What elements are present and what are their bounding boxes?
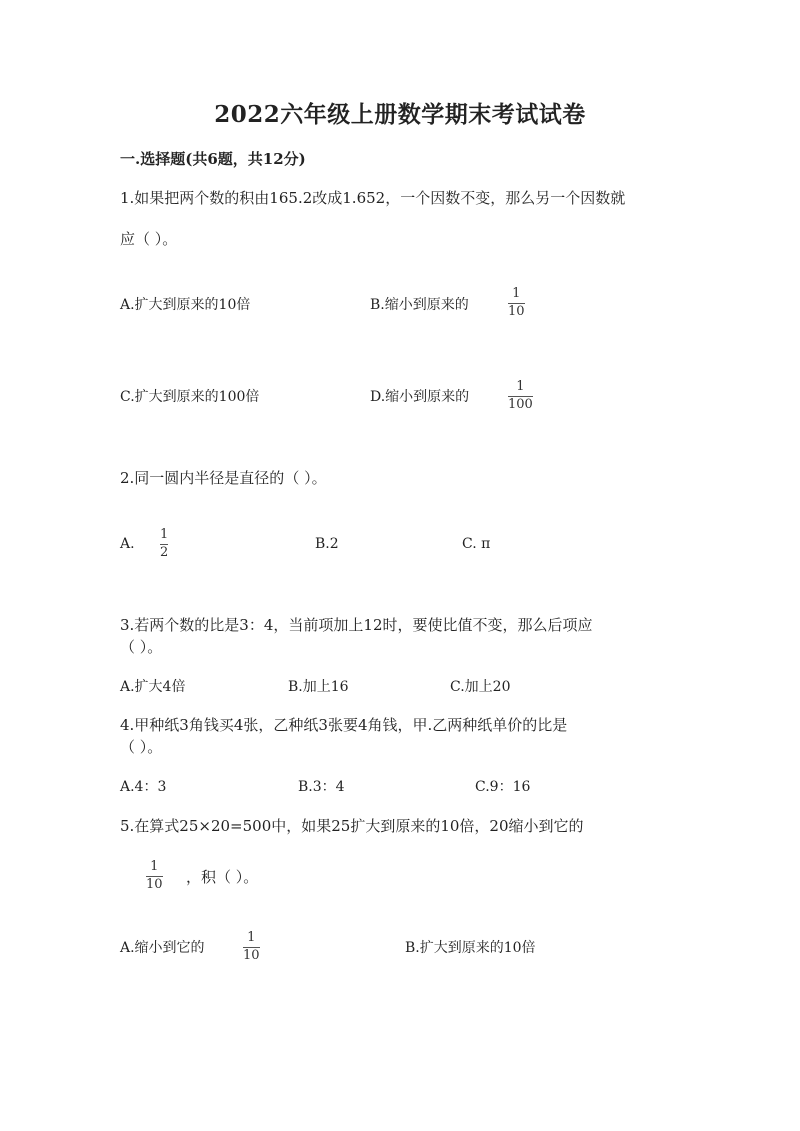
- question-5-text-line1: 5.在算式25×20=500中，如果25扩大到原来的10倍，20缩小到它的: [120, 817, 584, 835]
- page-title: 2022六年级上册数学期末考试试卷: [214, 101, 586, 128]
- fraction-denominator: 10: [243, 948, 260, 963]
- fraction-numerator: 1: [247, 930, 256, 945]
- question-5-option-a: A.缩小到它的: [120, 940, 205, 956]
- question-1-option-d: D.缩小到原来的: [370, 389, 470, 405]
- question-2-option-a-fraction: [160, 528, 168, 560]
- question-5-text-line2: ，积（ ）。: [186, 868, 259, 886]
- fraction-numerator: 1: [516, 379, 525, 394]
- question-4-text-line2: （ ）。: [120, 738, 163, 756]
- question-1-text-line1: 1.如果把两个数的积由165.2改成1.652，一个因数不变，那么另一个因数就: [120, 189, 626, 207]
- question-1-option-c: C.扩大到原来的100倍: [120, 389, 260, 405]
- fraction-denominator: 100: [508, 397, 533, 412]
- question-4-option-c: C.9：16: [475, 779, 531, 795]
- fraction-numerator: 1: [150, 859, 159, 874]
- fraction-numerator: 1: [512, 286, 521, 301]
- question-3-text-line1: 3.若两个数的比是3：4，当前项加上12时，要使比值不变，那么后项应: [120, 616, 593, 634]
- question-4-option-b: B.3：4: [298, 779, 345, 795]
- question-1-option-a: A.扩大到原来的10倍: [120, 297, 251, 313]
- question-5-option-a-fraction: [243, 931, 260, 963]
- question-3-option-c: C.加上20: [450, 679, 511, 695]
- fraction-numerator: 1: [160, 527, 169, 542]
- question-3-text-line2: （ ）。: [120, 638, 163, 656]
- section-heading: 一.选择题(共6题，共12分): [120, 150, 306, 168]
- question-2-option-c: C. π: [462, 536, 491, 552]
- question-2-text: 2.同一圆内半径是直径的（ ）。: [120, 469, 327, 487]
- question-1-option-d-fraction: [508, 380, 533, 412]
- fraction-denominator: 10: [508, 304, 525, 319]
- question-1-text-line2: 应（ ）。: [120, 230, 178, 248]
- question-5-fraction: [146, 860, 163, 892]
- question-5-option-b: B.扩大到原来的10倍: [405, 940, 536, 956]
- question-4-text-line1: 4.甲种纸3角钱买4张，乙种纸3张要4角钱，甲.乙两种纸单价的比是: [120, 716, 568, 734]
- question-2-option-a: A.: [120, 536, 135, 552]
- question-3-option-a: A.扩大4倍: [120, 679, 186, 695]
- question-2-option-b: B.2: [315, 536, 339, 552]
- question-4-option-a: A.4：3: [120, 779, 167, 795]
- fraction-denominator: 10: [146, 877, 163, 892]
- question-3-option-b: B.加上16: [288, 679, 349, 695]
- fraction-denominator: 2: [160, 545, 169, 560]
- question-1-option-b: B.缩小到原来的: [370, 297, 469, 313]
- question-1-option-b-fraction: [508, 287, 525, 319]
